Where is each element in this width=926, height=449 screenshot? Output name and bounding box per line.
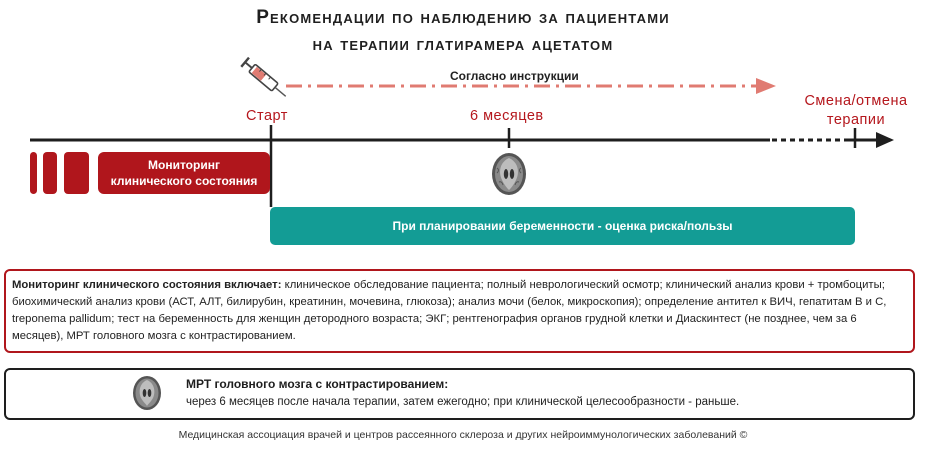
timeline-arrowhead (876, 132, 894, 148)
six-months-label: 6 месяцев (470, 108, 544, 124)
mri-info-body: через 6 месяцев после начала терапии, затем ежегодно; при клинической целесообразности - раньше. (186, 396, 740, 408)
instruction-label: Согласно инструкции (450, 69, 579, 83)
monitoring-bar-2 (43, 152, 57, 194)
pregnancy-box (270, 207, 855, 245)
monitoring-box-line-1: Мониторинг (148, 158, 220, 172)
mri-info-heading: МРТ головного мозга с контрастированием: (186, 377, 449, 391)
footer-copyright: Медицинская ассоциация врачей и центров рассеянного склероза и других нейроиммунологических заболеваний © (178, 429, 748, 441)
mri-info-box (4, 368, 915, 420)
syringe-icon (241, 58, 289, 101)
change-label-line-1: Смена/отмена (804, 93, 908, 109)
monitoring-bar-3 (64, 152, 89, 194)
monitoring-info-body: клиническое обследование пациента; полный неврологический осмотр; клинический анализ крови + тромбоциты; биохимический анализ крови (АСТ, АЛТ, билирубин, креатинин, мочевина, глюкоза); анализ мочи (белок, микроскопия); определение антител к ВИЧ, гепатитам В и С, treponema pallidum; тест на беременность для женщин детородного возраста; ЭКГ; рентгенография органов грудной клетки и Диаскинтест (не позднее, чем за 6 месяцев), МРТ головного мозга с контрастированием. (12, 279, 887, 342)
monitoring-info-heading: Мониторинг клинического состояния включает: (12, 279, 282, 291)
change-label-line-2: терапии (826, 112, 886, 128)
monitoring-box (98, 152, 270, 194)
instruction-arrowhead (756, 78, 776, 94)
title-line-2: на терапии глатирамера ацетатом (312, 34, 614, 55)
monitoring-box-line-2: клинического состояния (110, 174, 258, 188)
change-therapy-label (800, 92, 912, 130)
title-line-1: Рекомендации по наблюдению за пациентами (256, 7, 670, 28)
brain-mri-icon (492, 153, 526, 195)
monitoring-info-box (4, 269, 915, 353)
pregnancy-box-text: При планировании беременности - оценка риска/пользы (392, 219, 733, 233)
start-label: Старт (246, 108, 288, 124)
monitoring-bar-1 (30, 152, 37, 194)
